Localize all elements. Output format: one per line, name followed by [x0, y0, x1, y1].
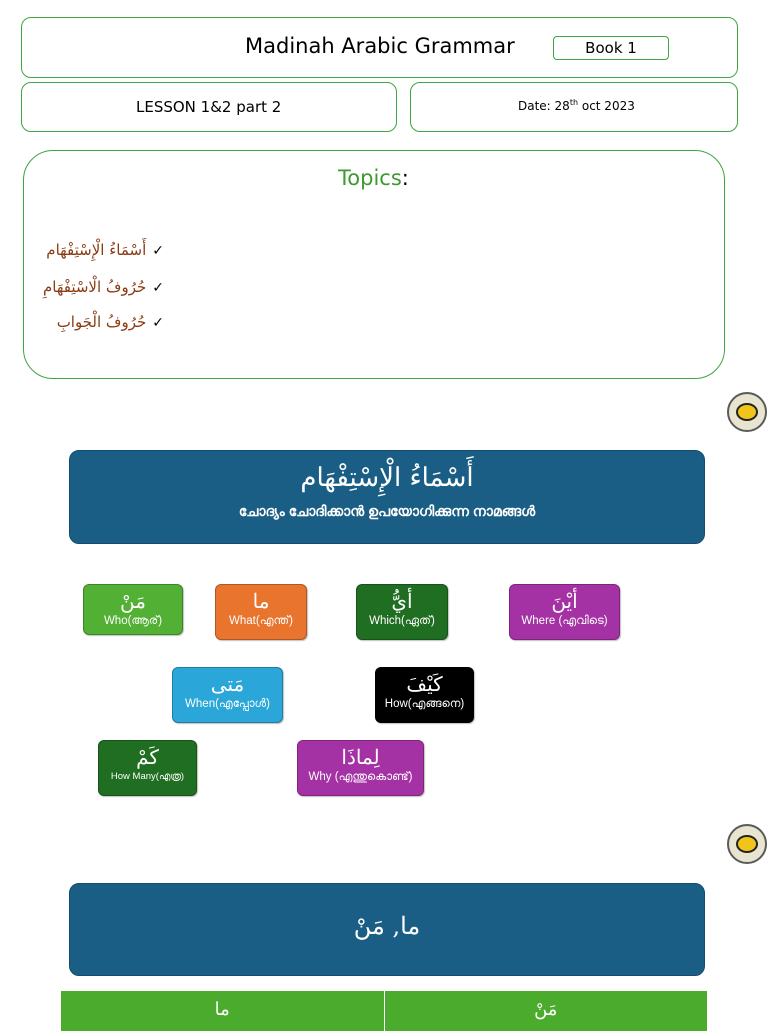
banner-title: أَسْمَاءُ الْإِسْتِفْهَام	[300, 463, 474, 493]
banner-title: ما, مَنْ	[353, 912, 421, 940]
table-header	[61, 991, 707, 1031]
check-icon: ✓	[152, 280, 164, 296]
card-which: أيُّ Which(ഏത്)	[356, 584, 448, 640]
card-what: ما What(എന്ത്)	[215, 584, 307, 640]
date-label: Date: 28th oct 2023	[518, 98, 635, 113]
page-title: Madinah Arabic Grammar	[245, 34, 515, 58]
banner-subtitle: ചോദ്യം ചോദിക്കാൻ ഉപയോഗിക്കുന്ന നാമങ്ങൾ	[238, 503, 536, 519]
column-header-man: مَنْ	[384, 991, 708, 1031]
topic-item: أَسْمَاءُ الْإِسْتِفْهَام ✓	[46, 241, 164, 259]
card-how-many: كَمْ How Many(എത്ര)	[98, 740, 197, 796]
book-logo-icon	[727, 824, 767, 864]
card-who: مَنْ Who(ആര്)	[83, 584, 183, 635]
check-icon: ✓	[152, 315, 164, 331]
card-why: لِماذَا Why (എന്തുകൊണ്ട്)	[297, 740, 424, 796]
card-when: مَتى When(എപ്പോൾ)	[172, 667, 283, 723]
check-icon: ✓	[152, 243, 164, 259]
section-banner	[69, 450, 705, 544]
book-label: Book 1	[553, 36, 669, 60]
card-how: كَيْفَ How(എങ്ങനെ)	[375, 667, 474, 723]
column-header-ma: ما	[214, 999, 230, 1020]
lesson-label: LESSON 1&2 part 2	[136, 98, 282, 116]
topic-item: حُرُوفُ الْاسْتِفْهَامِ ✓	[42, 278, 164, 296]
card-where: أيْنَ Where (എവിടെ)	[509, 584, 620, 640]
topics-title: Topics:	[338, 166, 409, 190]
topic-item: حُرُوفُ الْجَوابِ ✓	[56, 313, 164, 331]
book-logo-icon	[727, 392, 767, 432]
section-banner	[69, 883, 705, 976]
